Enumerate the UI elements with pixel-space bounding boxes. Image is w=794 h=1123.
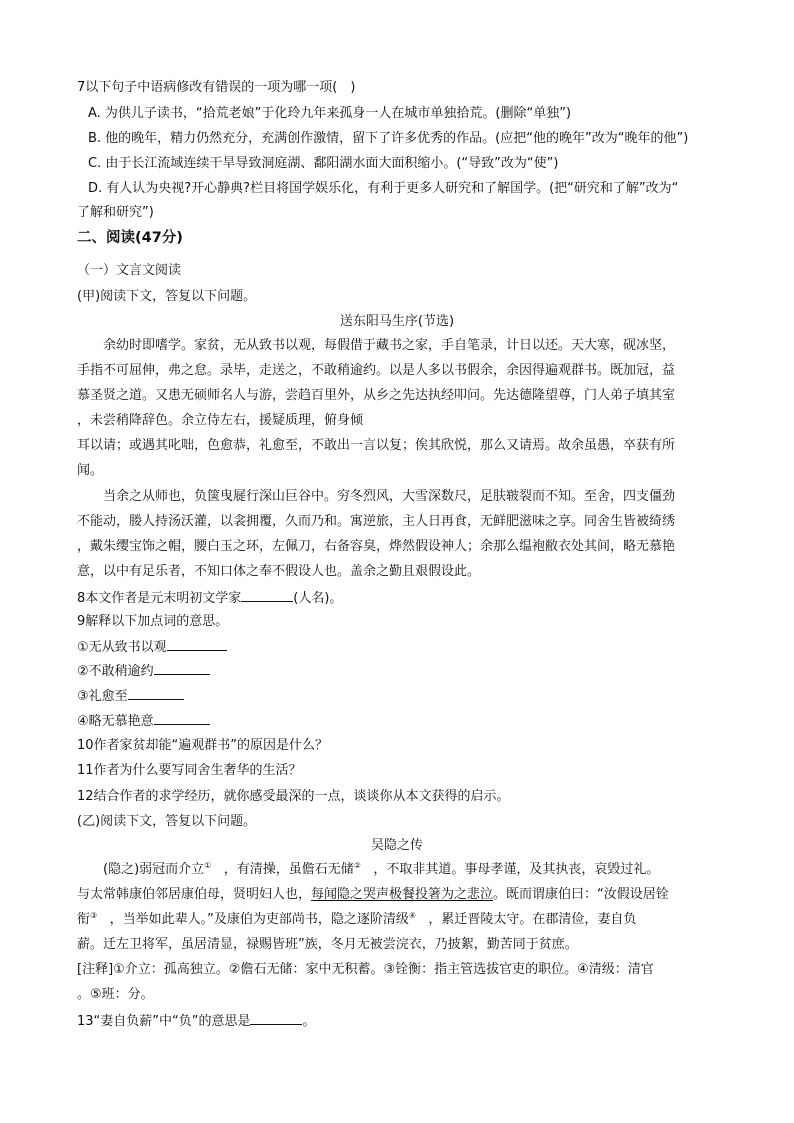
answer-blank[interactable] — [241, 589, 293, 602]
note-mark: ③ — [90, 911, 98, 920]
answer-blank[interactable] — [250, 1012, 302, 1025]
answer-blank[interactable] — [128, 687, 184, 700]
answer-blank[interactable] — [167, 638, 227, 651]
exam-page: 7以下句子中语病修改有错误的一项为哪一项( ) A. 为供儿子读书，“拾荒老娘”于化玲九年来孤身一人在城市单独拾荒。(删除“单独”) B. 他的晚年，精力仍然充分，充满创作激情，留下了许多优秀的作品。(应把“他的晚年”改为“晚年的他”) C. 由于长江流域连续干旱导致洞庭湖、鄱阳湖水面大面积缩小。(“导致”改为“使”) D. 有人认为央视?开心静典?栏目将国学娱乐化，有利于更多人研究和了解国学。(把“研究和了解”改为“ 了解和研究”) 二、阅读(47分) （一）文言文阅读 (甲)阅读下文，答复以下问题。 送东阳马生序(节选) 余幼时即嗜学。家贫，无从致书以观，每假借于藏书之家，手自笔录，计日以还。天大寒，砚冰坚， 手指不可屈伸，弗之怠。录毕，走送之，不敢稍逾约。以是人多以书假余，余因得遍观群书。既加冠，益 慕圣贤之道。又患无硕师名人与游，尝趋百里外，从乡之先达执经叩问。先达德隆望尊，门人弟子填其室 ，未尝稍降辞色。余立侍左右，援疑质理，俯身倾 耳以请；或遇其叱咄，色愈恭，礼愈至，不敢出一言以复；俟其欣悦，那么又请焉。故余虽愚，卒获有所 闻。 当余之从师也，负箧曳屣行深山巨谷中。穷冬烈风，大雪深数尺，足肤皲裂而不知。至舍，四支僵劲 不能动，媵人持汤沃灌，以衾拥覆，久而乃和。寓逆旅，主人日再食，无鲜肥滋味之享。同舍生皆被绮绣 ，戴朱缨宝饰之帽，腰白玉之环，左佩刀，右备容臭，烨然假设神人；余那么缊袍敝衣处其间，略无慕艳 意，以中有足乐者，不知口体之奉不假设人也。盖余之勤且艰假设此。 8本文作者是元末明初文学家 (人名)。 9解释以下加点词的意思。 ①无从致书以观 ②不敢稍逾约 ③礼愈至 ④略无慕艳意 10作者家贫却能“遍观群书”的原因是什么？ 11作者为什么要写同舍生奢华的生活？ 12结合作者的求学经历，就你感受最深的一点，谈谈你从本文获得的启示。 (乙)阅读下文，答复以下问题。 吴隐之传 (隐之)弱冠而介立① ，有清操，虽儋石无储② ，不取非其道。事母孝谨，及其执丧，哀毁过礼。 与太常韩康伯邻居康伯母，贤明妇人也，每闻隐之哭声极餐投箸为之悲泣。既而谓康伯曰：“汝假设居铨 衔③ ，当举如此辈人。”及康伯为吏部尚书，隐之逐阶清级④ ，累迁晋陵太守。在郡清俭，妻自负 薪。迁左卫将军，虽居清显，禄赐皆班”族，冬月无被尝浣衣，乃披絮，勤苦同于贫庶。 [注释]①介立：孤高独立。②儋石无储：家中无积蓄。③铨衡：指主管选拔官吏的职位。④清级：清官 。⑤班：分。 13“妻自负薪”中“负”的意思是 。 — [0, 0, 794, 1123]
underlined-sentence: 每闻隐之哭声极餐投箸为之悲泣 — [311, 887, 494, 902]
note-mark: ① — [204, 861, 212, 870]
answer-blank[interactable] — [154, 662, 210, 675]
note-mark: ④ — [408, 911, 417, 920]
yi-title: 吴隐之传 — [370, 838, 423, 853]
jia-title: 送东阳马生序(节选) — [339, 314, 455, 329]
answer-blank[interactable] — [154, 712, 210, 725]
note-mark: ② — [353, 861, 361, 870]
